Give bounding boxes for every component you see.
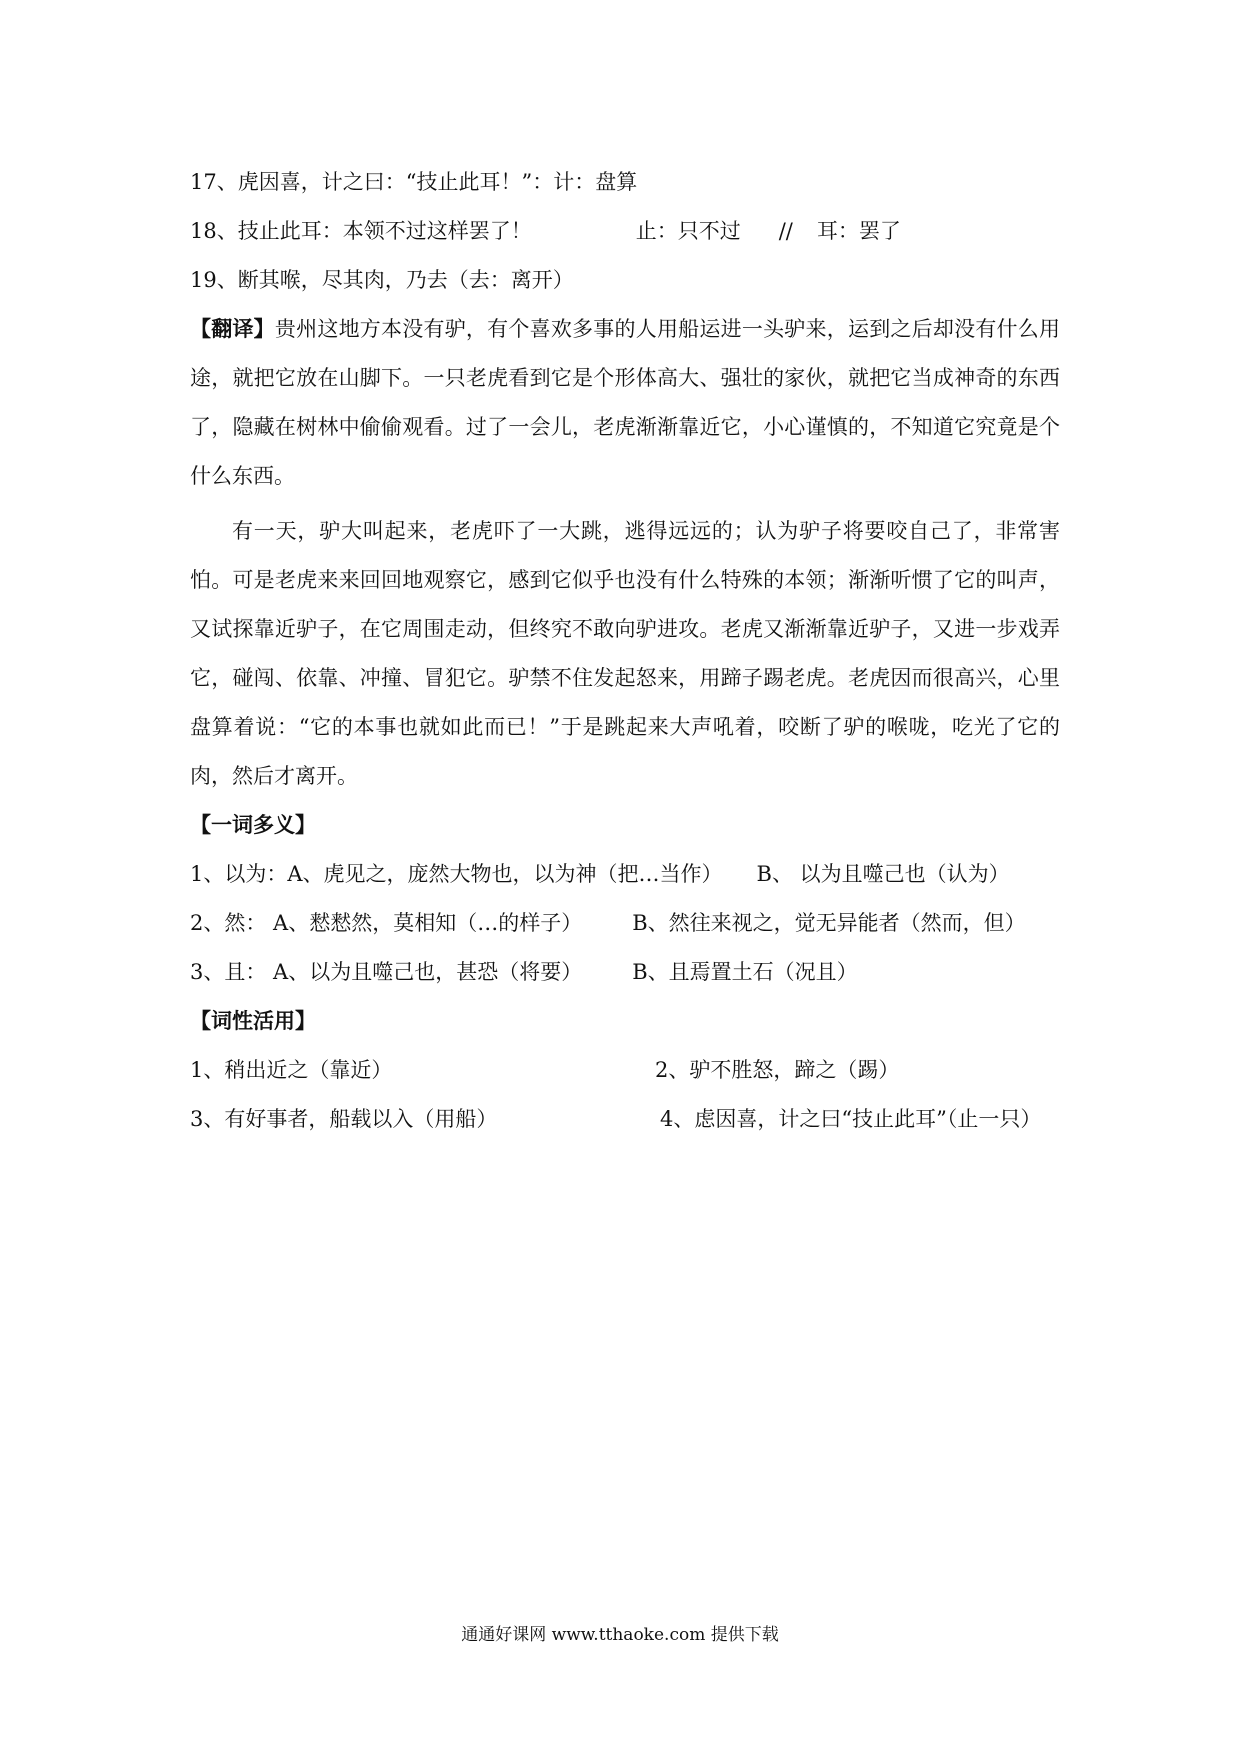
polysemy-heading: 【一词多义】 xyxy=(190,813,316,837)
word-class-row-1 xyxy=(190,1046,1060,1095)
translation-label: 【翻译】 xyxy=(190,317,275,341)
word-class-row-2 xyxy=(190,1095,1060,1144)
note-text: 19、断其喉，尽其肉，乃去（去：离开） xyxy=(190,268,574,292)
translation-text: 贵州这地方本没有驴，有个喜欢多事的人用船运进一头驴来，运到之后却没有什么用途，就把它放在山脚下。一只老虎看到它是个形体高大、强壮的家伙，就把它当成神奇的东西了，隐藏在树林中偷偷观看。过了一会儿，老虎渐渐靠近它，小心谨慎的，不知道它究竟是个什么东西。 xyxy=(190,317,1061,488)
note-text: 17、虎因喜，计之曰：“技止此耳！”：计：盘算 xyxy=(190,170,638,194)
translation-paragraph-1 xyxy=(190,305,1060,501)
polysemy-entry-b: B、且焉置土石（况且） xyxy=(632,960,858,984)
word-class-entry: 1、稍出近之（靠近） xyxy=(190,1058,393,1082)
translation-text: 有一天，驴大叫起来，老虎吓了一大跳，逃得远远的；认为驴子将要咬自己了，非常害怕。可是老虎来来回回地观察它，感到它似乎也没有什么特殊的本领；渐渐听惯了它的叫声，又试探靠近驴子，在它周围走动，但终究不敢向驴进攻。老虎又渐渐靠近驴子，又进一步戏弄它，碰闯、依靠、冲撞、冒犯它。驴禁不住发起怒来，用蹄子踢老虎。老虎因而很高兴，心里盘算着说：“它的本事也就如此而已！”于是跳起来大声吼着，咬断了驴的喉咙，吃光了它的肉，然后才离开。 xyxy=(190,519,1060,788)
page-footer xyxy=(0,1620,1240,1645)
note-separator: // xyxy=(778,219,793,243)
word-class-entry: 3、有好事者，船载以入（用船） xyxy=(190,1107,498,1131)
translation-paragraph-2 xyxy=(190,507,1060,801)
word-class-heading: 【词性活用】 xyxy=(190,1009,316,1033)
note-text: 18、技止此耳：本领不过这样罢了！ xyxy=(190,219,532,243)
polysemy-entry-b: B、 以为且噬己也（认为） xyxy=(756,862,1010,886)
polysemy-row-2 xyxy=(190,899,1060,948)
footer-text: 通通好课网 www.tthaoke.com 提供下载 xyxy=(461,1625,779,1645)
word-class-entry: 2、驴不胜怒，蹄之（踢） xyxy=(655,1058,900,1082)
polysemy-row-3 xyxy=(190,948,1060,997)
note-item-19 xyxy=(190,256,1060,305)
polysemy-entry-a: 1、以为：A、虎见之，庞然大物也，以为神（把…当作） xyxy=(190,862,723,886)
polysemy-entry-a: 3、且： A、以为且噬己也，甚恐（将要） xyxy=(190,960,583,984)
note-item-18 xyxy=(190,207,1060,256)
note-gloss: 耳：罢了 xyxy=(816,219,901,243)
polysemy-entry-a: 2、然： A、慭慭然，莫相知（…的样子） xyxy=(190,911,583,935)
note-gloss: 止：只不过 xyxy=(635,219,741,243)
polysemy-row-1 xyxy=(190,850,1060,899)
note-item-17 xyxy=(190,158,1060,207)
word-class-entry: 4、虑因喜，计之曰“技止此耳”（止一只） xyxy=(660,1107,1042,1131)
document-body xyxy=(190,158,1060,1144)
polysemy-entry-b: B、然往来视之，觉无异能者（然而，但） xyxy=(632,911,1026,935)
